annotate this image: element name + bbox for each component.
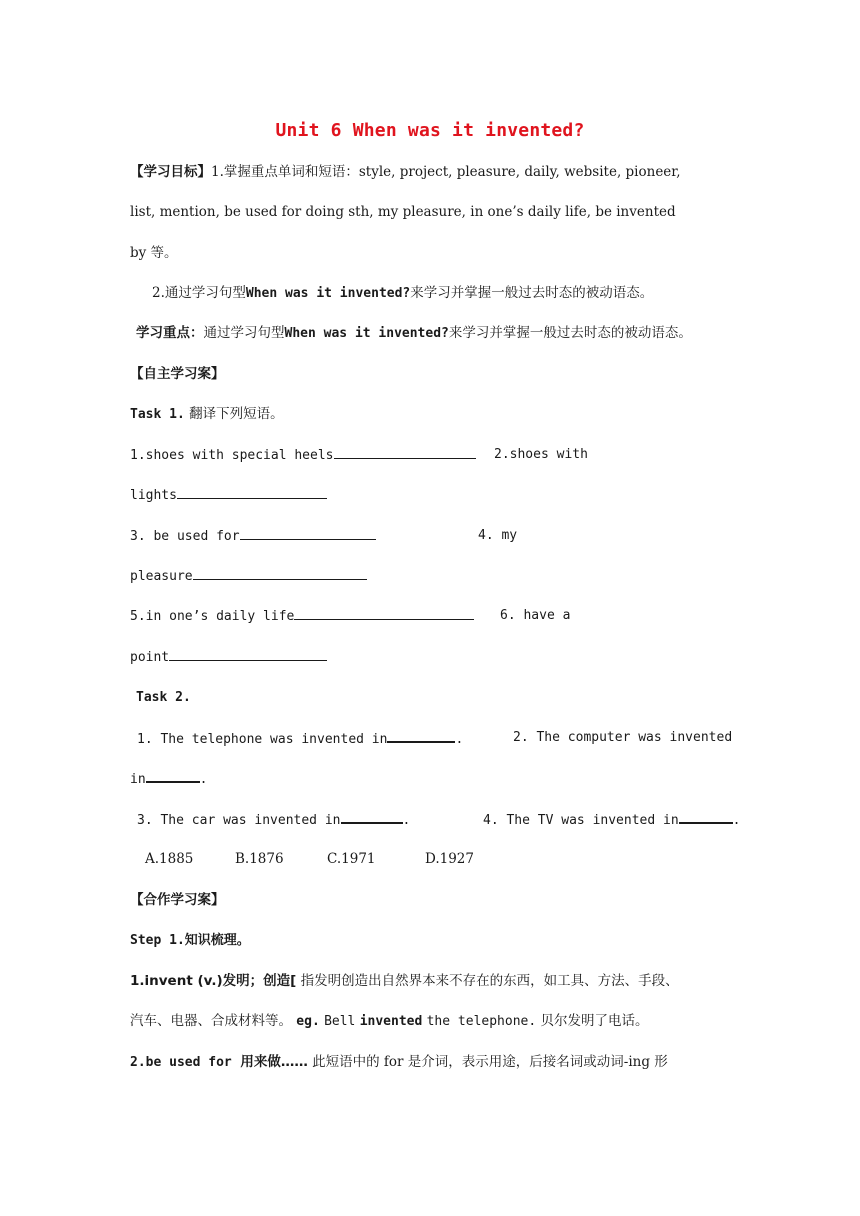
objectives-item2-sentence: When was it invented?: [245, 286, 411, 301]
answer-blank[interactable]: [177, 486, 327, 499]
answer-blank[interactable]: [240, 527, 376, 540]
task1-item-4b-text: pleasure: [130, 569, 193, 584]
point1-eg-label: eg.: [296, 1014, 320, 1029]
task2-item-2b: in .: [130, 769, 207, 789]
task1-item-3: [130, 527, 376, 546]
step1-line: [130, 931, 250, 950]
answer-blank[interactable]: [679, 810, 733, 824]
point2-term-cn: 用来做……: [240, 1054, 308, 1070]
objectives-line-2: [152, 284, 653, 303]
point1-eg-part1: Bell: [324, 1014, 356, 1029]
task2-option-b: B.1876: [235, 851, 284, 867]
task1-item-6b: [130, 648, 327, 667]
answer-blank[interactable]: [146, 769, 200, 783]
coop-study-heading: 【合作学习案】: [130, 892, 225, 908]
objectives-item1-line3: by 等。: [130, 245, 178, 261]
task1-item-5-text: 5.in one’s daily life: [130, 609, 295, 624]
task1-label: Task 1.: [130, 407, 185, 422]
task2-item-3-text: 3. The car was invented in: [137, 813, 341, 828]
answer-blank[interactable]: [334, 446, 476, 459]
point2-line-1: [130, 1053, 668, 1072]
task2-item-2b-text: in: [130, 772, 146, 787]
objectives-label: 【学习目标】: [130, 164, 211, 180]
task1-instruction: 翻译下列短语。: [189, 406, 284, 422]
focus-label: 学习重点：: [136, 325, 204, 341]
self-study-heading: 【自主学习案】: [130, 366, 225, 382]
task1-item-1: [130, 446, 476, 465]
objectives-item1-line1: 1.掌握重点单词和短语：style, project, pleasure, daily, website, pioneer,: [211, 164, 681, 180]
point1-desc2: 汽车、电器、合成材料等。: [130, 1013, 292, 1029]
point1-line-2: [130, 1012, 648, 1031]
point1-eg-cn: 贝尔发明了电话。: [540, 1013, 649, 1029]
point1-term: 1.invent (v.)发明；创造[: [130, 973, 297, 989]
task2-option-c: C.1971: [327, 851, 376, 867]
point2-term: 2.be used for: [130, 1055, 232, 1070]
answer-blank[interactable]: [341, 810, 403, 824]
task1-item-4-text: 4. my: [478, 528, 518, 543]
page-title: Unit 6 When was it invented?: [275, 120, 585, 141]
answer-blank[interactable]: [169, 648, 327, 661]
task2-item-2-text: 2. The computer was invented: [513, 730, 733, 745]
task2-item-4: 4. The TV was invented in .: [483, 810, 741, 830]
objectives-item2-prefix: 2.通过学习句型: [152, 285, 246, 301]
step1-text: Step 1.知识梳理。: [130, 933, 250, 948]
objectives-line-1: [130, 163, 681, 181]
point1-eg-part2: the telephone.: [426, 1014, 537, 1029]
focus-line: [136, 324, 692, 343]
task1-item-5: [130, 607, 474, 626]
task1-item-6-text: 6. have a: [500, 608, 571, 623]
task1-item-1-text: 1.shoes with special heels: [130, 448, 334, 463]
objectives-item2-suffix: 来学习并掌握一般过去时态的被动语态。: [410, 285, 654, 301]
point1-eg-bold: invented: [359, 1014, 423, 1029]
point1-desc: 指发明创造出自然界本来不存在的东西，如工具、方法、手段、: [300, 973, 679, 989]
task1-item-3-text: 3. be used for: [130, 529, 240, 544]
focus-sentence: When was it invented?: [284, 326, 449, 341]
task1-item-2b-text: lights: [130, 488, 177, 503]
focus-prefix: 通过学习句型: [203, 325, 285, 341]
task1-item-4b: [130, 567, 367, 586]
point1-line-1: [130, 972, 679, 990]
task2-option-a: A.1885: [145, 851, 194, 867]
task2-item-4-text: 4. The TV was invented in: [483, 813, 679, 828]
task1-item-2-text: 2.shoes with: [494, 447, 588, 462]
point2-desc: 此短语中的 for 是介词，表示用途，后接名词或动词-ing 形: [312, 1054, 668, 1070]
task2-option-d: D.1927: [425, 851, 474, 867]
task2-item-1: 1. The telephone was invented in .: [137, 729, 463, 749]
task1-item-2b: [130, 486, 327, 505]
focus-suffix: 来学习并掌握一般过去时态的被动语态。: [448, 325, 692, 341]
task2-label: Task 2.: [136, 690, 191, 705]
answer-blank[interactable]: [294, 607, 474, 620]
answer-blank[interactable]: [193, 567, 367, 580]
task1-line: [130, 405, 284, 424]
task2-item-1-text: 1. The telephone was invented in: [137, 732, 388, 747]
objectives-item1-line2: list, mention, be used for doing sth, my pleasure, in one’s daily life, be invented: [130, 204, 676, 220]
task2-item-3: 3. The car was invented in .: [137, 810, 410, 830]
task1-item-6b-text: point: [130, 650, 170, 665]
answer-blank[interactable]: [387, 729, 455, 743]
